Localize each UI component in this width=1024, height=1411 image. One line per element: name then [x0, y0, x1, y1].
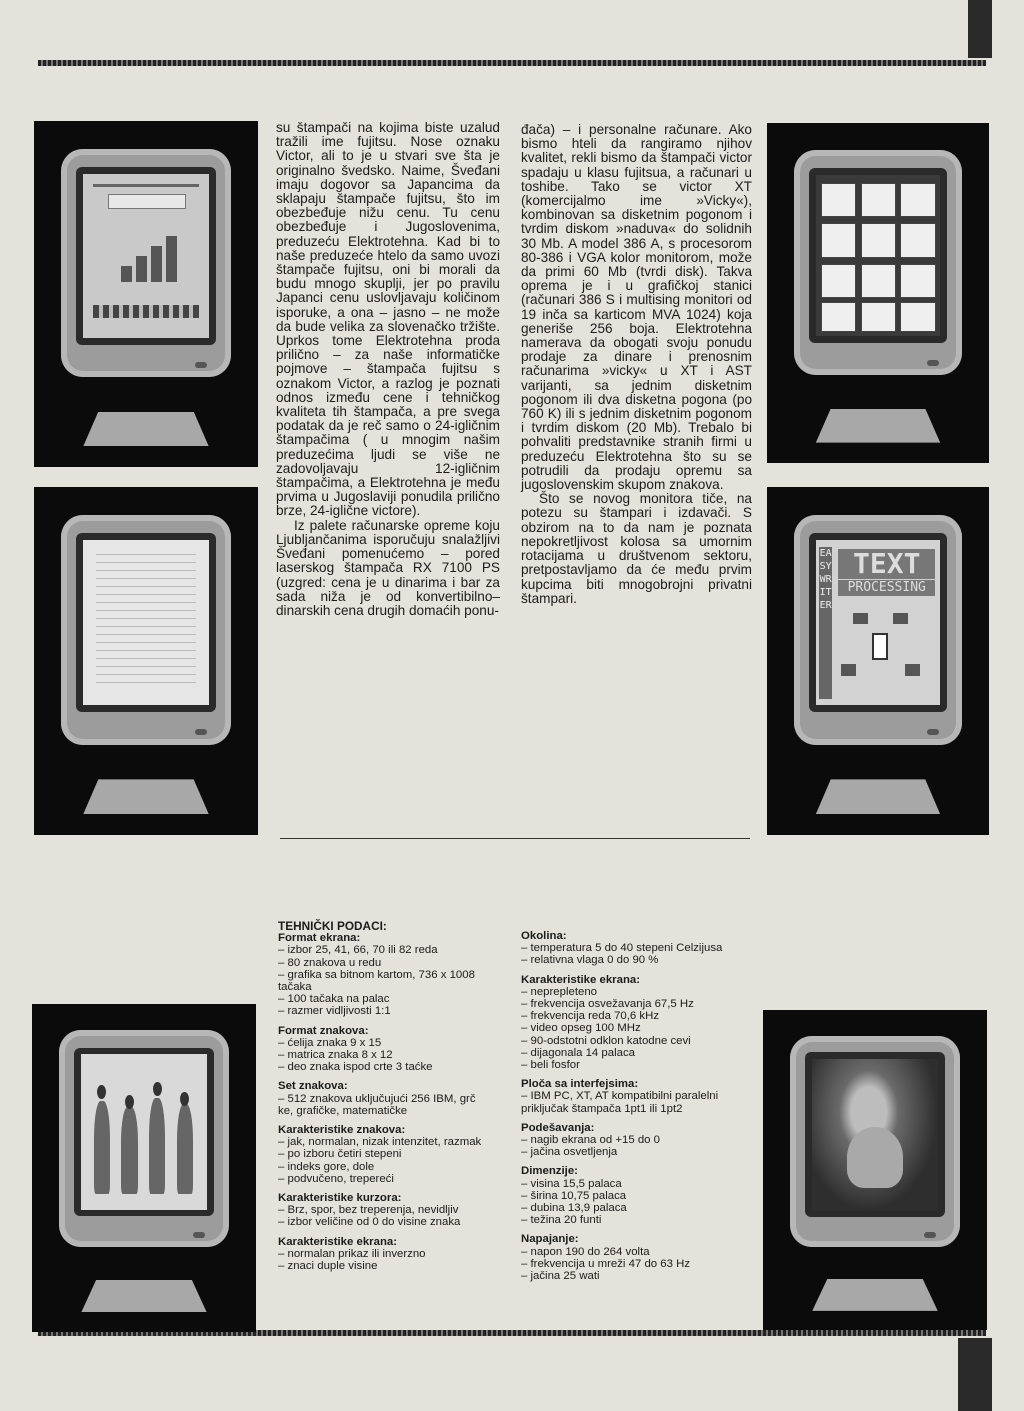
- spec-item: – težina 20 funti: [521, 1214, 602, 1227]
- spec-section-heading: Karakteristike ekrana:: [278, 1235, 398, 1248]
- spec-item: – indeks gore, dole: [278, 1160, 375, 1173]
- spec-item: – podvučeno, trepereći: [278, 1172, 394, 1185]
- screen-heading-processing: PROCESSING: [838, 580, 935, 596]
- spec-item: – frekvencija reda 70,6 kHz: [521, 1010, 660, 1023]
- screen-heading-text: TEXT: [838, 549, 935, 579]
- monitor-frame: [61, 149, 231, 377]
- spec-item: – 100 tačaka na palac: [278, 993, 390, 1006]
- spec-item: – frekvencija u mreži 47 do 63 Hz: [521, 1257, 691, 1270]
- spec-item: – temperatura 5 do 40 stepeni Celzijusa: [521, 942, 723, 955]
- spec-item: – širina 10,75 palaca: [521, 1189, 627, 1202]
- monitor-stand: [816, 409, 940, 443]
- spec-item: – po izboru četiri stepeni: [278, 1148, 402, 1161]
- spec-section-heading: Format znakova:: [278, 1024, 369, 1037]
- article-paragraph: đača) – i personalne računare. Ako bismo hteli da rangiramo njihov kvalitet, rekli bismo da štampači victor spadaju u klasu fujitsua, a računari u toshibe. Tako se victor XT (komercijalmo ime »Vicky«), kombinovan sa disketnim pogonom i tvrdim diskom »naduva« do solidnih 30 Mb. A model 386 A, s procesorom 80-386 i VGA kolor monitorom, može da primi 60 Mb (tvrdi disk). Takva oprema je i u grafičkoj stanici (računari 386 S i multising monitori od 19 inča sa karticom MVA 1024) koja generiše 256 boja. Elektrotehna namerava da obogati svoju ponudu prodaje za dinare i prenosnim računarima »vicky« u XT i AST varijanti, sa jednim disketnim pogonom ili dva disketna pogona (po 760 K) ili s jednim disketnim pogonom i tvrdim diskom (20 Mb). Trebalo bi pohvaliti predstavnike stranih firmi u preduzeću Elektrotehna što su se potrudili da prodaju opremu sa jugoslovenskim skupom znakova.: [521, 122, 752, 493]
- specs-right-column: [521, 930, 757, 1282]
- monitor-stand: [83, 412, 208, 447]
- section-rule: [280, 838, 750, 839]
- spec-section-heading: Podešavanja:: [521, 1121, 595, 1134]
- article-paragraph: su štampači na kojima biste uzalud tražili ime fujitsu. Nose oznaku Victor, ali to je u stvari sve šta je originalno švedsko. Naime, Šveđani imaju dogovor sa Japancima da sklapaju štampače fujitsu, što im obezbeđuje nižu cenu. Tu cenu obezbeđuje i Jugoslovenima, preduzeću Elektrotehna. Kad bi to naše preduzeće htelo da samo uvozi štampače fujitsu, oni bi morali da budu mnogo skuplji, jer po pravilu Japanci cenu uslovljavaju količinom isporuke, a ona – jasno – ne može da bude velika za slovenačko tržište. Uprkos tome Elektrotehna proda prilično – za naše informatičke pojmove – štampača fujitsu s oznakom Victor, a razlog je poznati odnos između cene i tehničkog kvaliteta tih štampača, a pre svega podatak da je reč samo o 24-igličnim štampačima ( u mnogim našim preduzećima ljudi se više ne zadovoljavaju 12-igličnim štampačima, a Elektrotehna je među prvima u Jugoslaviji ponudila prilično brze, 24-iglične victore).: [276, 120, 500, 519]
- photo-monitor-text-processing: [767, 487, 989, 835]
- screen-side-letters: EASYWRITER: [819, 547, 831, 699]
- spec-item: – beli fosfor: [521, 1059, 580, 1072]
- spec-item: – ćelija znaka 9 x 15: [278, 1036, 382, 1049]
- spec-item: – grafika sa bitnom kartom, 736 x 1008: [278, 968, 475, 981]
- monitor-stand: [81, 1280, 206, 1313]
- photo-monitor-portrait: [763, 1010, 987, 1330]
- spec-section-heading: Format ekrana:: [278, 932, 361, 945]
- photo-monitor-japanese-print: [32, 1004, 256, 1332]
- article-paragraph: Što se novog monitora tiče, na potezu su štampari i izdavači. S obzirom na to da nam je poznata nepokretljivost kolosa sa umornim rotacijama u društvenom sektoru, pretpostavljamo da će među prvim kupcima biti mnogobrojni privatni štampari.: [521, 491, 752, 606]
- monitor-frame: [59, 1030, 229, 1246]
- monitor-screen-portrait: [812, 1059, 938, 1211]
- spec-section-heading: Dimenzije:: [521, 1165, 578, 1178]
- monitor-screen-print: [81, 1054, 207, 1209]
- spec-item: – izbor veličine od 0 do visine znaka: [278, 1216, 461, 1229]
- spec-item: – 512 znakova uključujući 256 IBM, grč: [278, 1092, 476, 1105]
- spec-item: – video opseg 100 MHz: [521, 1022, 641, 1035]
- article-paragraph: Iz palete računarske opreme koju Ljubljančanima isporučuju snalažljivi Šveđani pomenućemo – pored laserskog štampača RX 7100 PS (uzgred: cena je u dinarima i bar za sada niža je od konvertibilno–dinarskih cena drugih domaćih ponu-: [276, 517, 500, 618]
- monitor-screen-chart: [83, 174, 209, 338]
- article-column-2: [521, 123, 752, 606]
- spec-item: priključak štampača 1pt1 ili 1pt2: [521, 1102, 683, 1115]
- monitor-frame: [61, 515, 231, 745]
- spec-item: – jačina osvetljenja: [521, 1146, 618, 1159]
- specs-title: TEHNIČKI PODACI:: [278, 919, 387, 933]
- spec-section-heading: Napajanje:: [521, 1233, 579, 1246]
- specs-left-column: [278, 920, 502, 1272]
- spec-item: – relativna vlaga 0 do 90 %: [521, 954, 659, 967]
- spec-item: ke, grafičke, matematičke: [278, 1104, 408, 1117]
- monitor-screen-windows: [816, 175, 941, 336]
- spec-item: – dubina 13,9 palaca: [521, 1202, 627, 1215]
- spec-item: – deo znaka ispod crte 3 taćke: [278, 1061, 433, 1074]
- spec-item: – razmer vidljivosti 1:1: [278, 1005, 391, 1018]
- photo-monitor-chart: [34, 121, 258, 467]
- spec-section-heading: Set znakova:: [278, 1080, 348, 1093]
- photo-monitor-windows: [767, 123, 989, 463]
- monitor-frame: [794, 150, 963, 374]
- spec-section-heading: Karakteristike kurzora:: [278, 1192, 402, 1205]
- monitor-stand: [83, 779, 208, 814]
- spec-item: – jačina 25 wati: [521, 1270, 600, 1283]
- spec-item: – jak, normalan, nizak intenzitet, razmak: [278, 1136, 482, 1149]
- monitor-frame: [794, 515, 963, 745]
- spec-item: – normalan prikaz ili inverzno: [278, 1247, 426, 1260]
- spec-section-heading: Karakteristike ekrana:: [521, 973, 641, 986]
- photo-monitor-document: [34, 487, 258, 835]
- page-edge-bottom-right: [958, 1338, 992, 1411]
- spec-item: – Brz, spor, bez treperenja, nevidljiv: [278, 1204, 459, 1217]
- page-edge-top-right: [968, 0, 992, 58]
- monitor-stand: [816, 779, 940, 814]
- article-column-1: [276, 121, 500, 618]
- monitor-stand: [812, 1279, 937, 1311]
- spec-section-heading: Okolina:: [521, 930, 567, 942]
- spec-item: – dijagonala 14 palaca: [521, 1046, 636, 1059]
- monitor-screen-document: [83, 540, 209, 705]
- spec-item: – neprepleteno: [521, 985, 598, 998]
- spec-item: – izbor 25, 41, 66, 70 ili 82 reda: [278, 944, 438, 957]
- spec-item: – znaci duple visine: [278, 1260, 378, 1273]
- spec-item: tačaka: [278, 981, 312, 994]
- spec-item: – 80 znakova u redu: [278, 956, 382, 969]
- spec-item: – 90-odstotni odklon katodne cevi: [521, 1034, 691, 1047]
- spec-section-heading: Karakteristike znakova:: [278, 1124, 406, 1137]
- spec-item: – IBM PC, XT, AT kompatibilni paralelni: [521, 1090, 719, 1103]
- monitor-screen-text-processing: [816, 540, 941, 705]
- spec-item: – nagib ekrana od +15 do 0: [521, 1134, 661, 1147]
- spec-item: – matrica znaka 8 x 12: [278, 1049, 393, 1062]
- spec-item: – frekvencija osvežavanja 67,5 Hz: [521, 998, 694, 1011]
- top-rule: [38, 60, 986, 66]
- spec-item: – visina 15,5 palaca: [521, 1177, 622, 1190]
- spec-section-heading: Ploča sa interfejsima:: [521, 1078, 639, 1091]
- spec-item: – napon 190 do 264 volta: [521, 1245, 650, 1258]
- monitor-frame: [790, 1036, 960, 1247]
